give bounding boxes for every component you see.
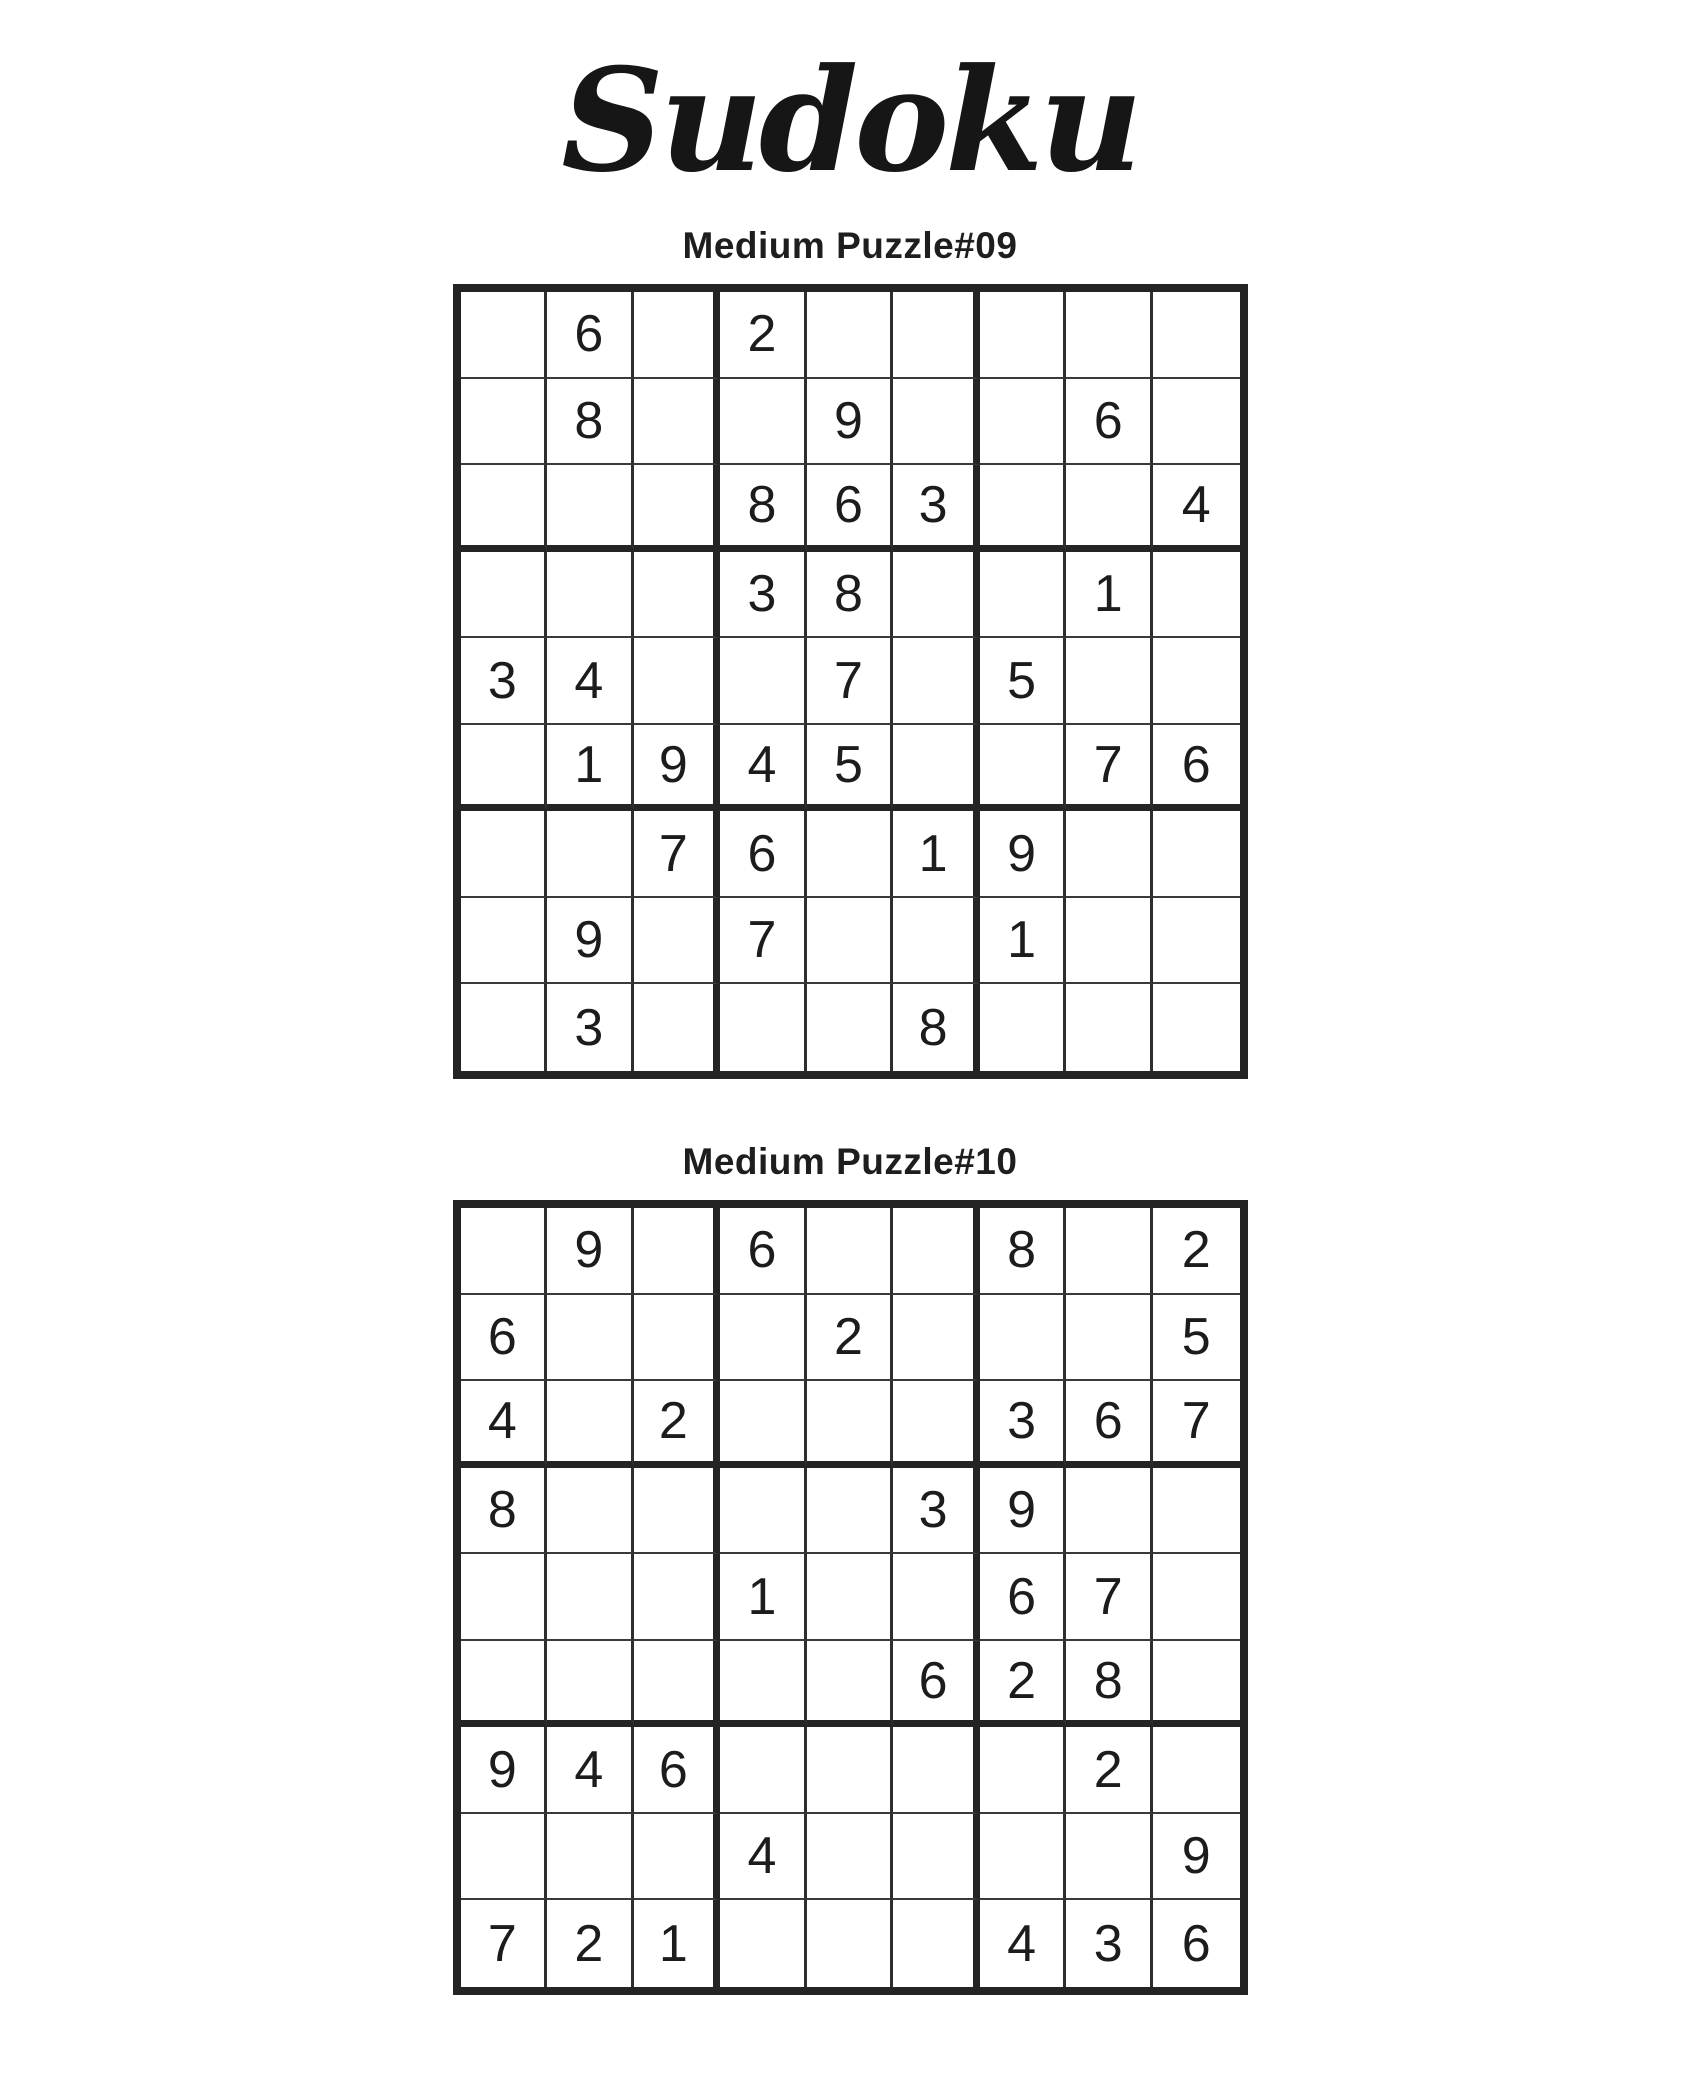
sudoku-cell-empty: [634, 379, 721, 466]
sudoku-cell-empty: [547, 1468, 634, 1555]
sudoku-cell-empty: [461, 1641, 548, 1728]
sudoku-cell-empty: [1066, 811, 1153, 898]
sudoku-cell-empty: [807, 1208, 894, 1295]
sudoku-cell-empty: [893, 898, 980, 985]
sudoku-cell-given: 9: [807, 379, 894, 466]
sudoku-cell-empty: [807, 1727, 894, 1814]
sudoku-cell-given: 8: [547, 379, 634, 466]
sudoku-cell-given: 9: [461, 1727, 548, 1814]
sudoku-cell-empty: [634, 1468, 721, 1555]
sudoku-cell-empty: [893, 1900, 980, 1987]
sudoku-cell-empty: [893, 1208, 980, 1295]
sudoku-cell-given: 9: [634, 725, 721, 812]
sudoku-cell-empty: [893, 292, 980, 379]
sudoku-cell-empty: [980, 725, 1067, 812]
sudoku-cell-given: 4: [720, 1814, 807, 1901]
sudoku-cell-given: 3: [720, 552, 807, 639]
sudoku-cell-empty: [980, 379, 1067, 466]
sudoku-cell-empty: [980, 1727, 1067, 1814]
sudoku-cell-empty: [547, 1814, 634, 1901]
sudoku-cell-given: 4: [547, 638, 634, 725]
sudoku-grid-10: [453, 1200, 1248, 1995]
sudoku-cell-given: 2: [1066, 1727, 1153, 1814]
sudoku-cell-given: 5: [1153, 1295, 1240, 1382]
sudoku-cell-empty: [634, 1208, 721, 1295]
sudoku-cell-empty: [461, 465, 548, 552]
sudoku-cell-empty: [461, 725, 548, 812]
sudoku-cell-empty: [1066, 1208, 1153, 1295]
sudoku-cell-given: 3: [893, 1468, 980, 1555]
sudoku-cell-empty: [807, 1900, 894, 1987]
sudoku-cell-empty: [807, 1381, 894, 1468]
sudoku-cell-empty: [461, 984, 548, 1071]
sudoku-cell-given: 6: [1153, 725, 1240, 812]
sudoku-cell-empty: [634, 552, 721, 639]
sudoku-cell-given: 6: [980, 1554, 1067, 1641]
sudoku-cell-given: 4: [547, 1727, 634, 1814]
sudoku-cell-empty: [807, 898, 894, 985]
sudoku-cell-empty: [720, 1468, 807, 1555]
sudoku-cell-given: 4: [720, 725, 807, 812]
sudoku-cell-given: 5: [807, 725, 894, 812]
sudoku-cell-given: 5: [980, 638, 1067, 725]
sudoku-cell-empty: [807, 811, 894, 898]
sudoku-cell-given: 3: [893, 465, 980, 552]
sudoku-cell-given: 7: [1066, 1554, 1153, 1641]
sudoku-cell-given: 4: [980, 1900, 1067, 1987]
sudoku-cell-empty: [980, 552, 1067, 639]
sudoku-cell-given: 8: [893, 984, 980, 1071]
sudoku-cell-given: 8: [720, 465, 807, 552]
sudoku-cell-empty: [1066, 1468, 1153, 1555]
sudoku-cell-given: 9: [980, 811, 1067, 898]
sudoku-cell-empty: [634, 465, 721, 552]
sudoku-cell-given: 3: [1066, 1900, 1153, 1987]
sudoku-cell-given: 7: [807, 638, 894, 725]
sudoku-cell-given: 6: [1066, 1381, 1153, 1468]
sudoku-cell-empty: [893, 1295, 980, 1382]
sudoku-cell-empty: [1153, 1727, 1240, 1814]
sudoku-cell-empty: [1153, 1468, 1240, 1555]
sudoku-cell-empty: [980, 292, 1067, 379]
sudoku-cell-given: 6: [1181, 1914, 1211, 1973]
sudoku-cell-empty: [893, 1554, 980, 1641]
sudoku-cell-empty: [720, 1381, 807, 1468]
sudoku-cell-given: 3: [461, 638, 548, 725]
sudoku-cell-empty: [1066, 292, 1153, 379]
sudoku-cell-given: 6: [720, 811, 807, 898]
sudoku-cell-given: 1: [980, 898, 1067, 985]
sudoku-cell-given: 1: [1066, 552, 1153, 639]
sudoku-cell-given: 7: [1153, 1381, 1240, 1468]
sudoku-cell-given: 2: [807, 1295, 894, 1382]
sudoku-cell-given: 3: [980, 1381, 1067, 1468]
sudoku-cell-empty: [1066, 465, 1153, 552]
sudoku-cell-given: 8: [980, 1208, 1067, 1295]
sudoku-cell-given: 9: [980, 1468, 1067, 1555]
sudoku-cell-given: 7: [1066, 725, 1153, 812]
sudoku-cell-empty: [547, 1641, 634, 1728]
sudoku-cell-empty: [1153, 1554, 1240, 1641]
sudoku-cell-empty: [634, 292, 721, 379]
sudoku-cell-empty: [807, 1468, 894, 1555]
sudoku-cell-empty: [893, 725, 980, 812]
sudoku-cell-empty: [1153, 292, 1240, 379]
sudoku-cell-given: 1: [720, 1554, 807, 1641]
sudoku-cell-empty: [1066, 1295, 1153, 1382]
sudoku-cell-empty: [980, 1295, 1067, 1382]
sudoku-cell-empty: [1066, 1814, 1153, 1901]
puzzle-section-09: [0, 225, 1700, 1079]
sudoku-cell-empty: [893, 638, 980, 725]
sudoku-cell-empty: [634, 898, 721, 985]
sudoku-cell-empty: [720, 1900, 807, 1987]
sudoku-cell-empty: [634, 1641, 721, 1728]
sudoku-cell-empty: [1153, 552, 1240, 639]
sudoku-cell-given: 6: [893, 1641, 980, 1728]
page-title: Sudoku: [561, 38, 1139, 204]
sudoku-cell-given: 1: [547, 725, 634, 812]
sudoku-cell-empty: [461, 811, 548, 898]
sudoku-cell-empty: [461, 1208, 548, 1295]
sudoku-cell-given: 4: [1153, 465, 1240, 552]
sudoku-cell-given: 9: [547, 1208, 634, 1295]
sudoku-cell-empty: [980, 984, 1067, 1071]
sudoku-cell-empty: [807, 1641, 894, 1728]
sudoku-cell-empty: [893, 1727, 980, 1814]
sudoku-cell-empty: [720, 1295, 807, 1382]
sudoku-cell-empty: [1066, 898, 1153, 985]
sudoku-cell-empty: [720, 1727, 807, 1814]
puzzle-09-title: Medium Puzzle#09: [682, 225, 1018, 267]
sudoku-cell-empty: [634, 1814, 721, 1901]
sudoku-cell-empty: [807, 1814, 894, 1901]
puzzle-section-10: [0, 1141, 1700, 1995]
sudoku-cell-given: 2: [1153, 1208, 1240, 1295]
sudoku-cell-empty: [720, 638, 807, 725]
sudoku-cell-empty: [720, 379, 807, 466]
puzzle-10-title: Medium Puzzle#10: [682, 1141, 1018, 1183]
sudoku-cell-given: 2: [720, 292, 807, 379]
sudoku-cell-empty: [893, 379, 980, 466]
sudoku-cell-given: 7: [461, 1900, 548, 1987]
sudoku-cell-empty: [980, 1814, 1067, 1901]
sudoku-cell-given: 8: [807, 552, 894, 639]
sudoku-cell-given: 6: [461, 1295, 548, 1382]
sudoku-cell-empty: [1153, 638, 1240, 725]
sudoku-cell-given: 8: [461, 1468, 548, 1555]
sudoku-cell-empty: [461, 552, 548, 639]
sudoku-cell-empty: [547, 1381, 634, 1468]
sudoku-cell-given: 6: [634, 1727, 721, 1814]
sudoku-cell-given: 8: [1066, 1641, 1153, 1728]
sudoku-cell-empty: [720, 1641, 807, 1728]
sudoku-cell-empty: [1153, 984, 1240, 1071]
sudoku-cell-empty: [461, 379, 548, 466]
sudoku-cell-empty: [1066, 638, 1153, 725]
sudoku-cell-given: 9: [1153, 1814, 1240, 1901]
sudoku-cell-empty: [893, 1381, 980, 1468]
sudoku-cell-empty: [893, 552, 980, 639]
sudoku-cell-given: 7: [720, 898, 807, 985]
sudoku-cell-empty: [461, 898, 548, 985]
sudoku-cell-given: 7: [634, 811, 721, 898]
sudoku-cell-empty: [1153, 379, 1240, 466]
sudoku-cell-empty: [720, 984, 807, 1071]
sudoku-cell-given: 6: [547, 292, 634, 379]
sudoku-cell-empty: [634, 984, 721, 1071]
sudoku-cell-given: 2: [547, 1900, 634, 1987]
sudoku-cell-given: 4: [461, 1381, 548, 1468]
sudoku-cell-empty: [634, 638, 721, 725]
sudoku-cell-given: 6: [1066, 379, 1153, 466]
sudoku-cell-empty: [547, 811, 634, 898]
sudoku-cell-empty: [461, 1814, 548, 1901]
sudoku-cell-given: 2: [980, 1641, 1067, 1728]
sudoku-cell-empty: [1066, 984, 1153, 1071]
sudoku-cell-given: 1: [634, 1900, 721, 1987]
sudoku-cell-empty: [807, 292, 894, 379]
sudoku-cell-empty: [1153, 898, 1240, 985]
sudoku-cell-empty: [547, 1554, 634, 1641]
sudoku-cell-given: 6: [720, 1208, 807, 1295]
sudoku-cell-empty: [461, 292, 548, 379]
sudoku-grid-09: [453, 284, 1248, 1079]
sudoku-cell-empty: [980, 465, 1067, 552]
sudoku-cell-empty: [893, 1814, 980, 1901]
sudoku-cell-empty: [547, 552, 634, 639]
sudoku-cell-given: 2: [634, 1381, 721, 1468]
sudoku-cell-empty: [807, 984, 894, 1071]
sudoku-cell-given: 1: [893, 811, 980, 898]
sudoku-cell-given: 6: [807, 465, 894, 552]
sudoku-cell-empty: [807, 1554, 894, 1641]
sudoku-cell-empty: [1153, 1641, 1240, 1728]
sudoku-cell-empty: [547, 1295, 634, 1382]
sudoku-cell-empty: [634, 1554, 721, 1641]
sudoku-cell-empty: [547, 465, 634, 552]
sudoku-cell-empty: [634, 1295, 721, 1382]
sudoku-cell-given: 3: [547, 984, 634, 1071]
sudoku-cell-empty: [461, 1554, 548, 1641]
sudoku-cell-empty: [1153, 811, 1240, 898]
sudoku-cell-given: 9: [547, 898, 634, 985]
